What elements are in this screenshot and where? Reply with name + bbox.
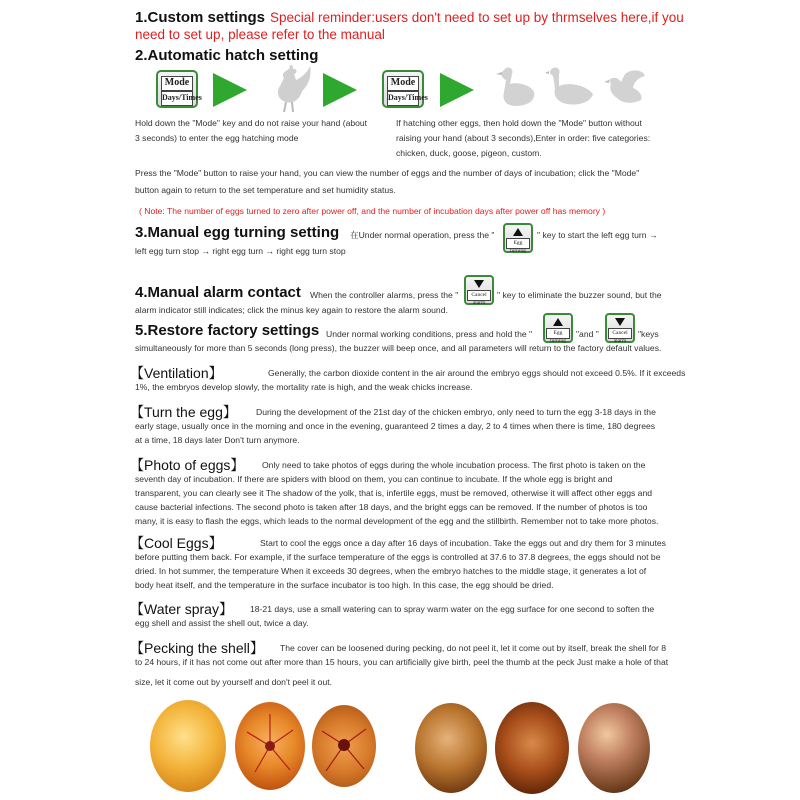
egg-photo-day-11 <box>415 703 487 793</box>
press-line-2: button again to return to the set temperature and set humidity status. <box>135 185 396 195</box>
mode-key-1 <box>156 70 202 108</box>
section4-text-b: " key to eliminate the buzzer sound, but the <box>497 290 662 300</box>
tip-water-line: 18-21 days, use a small watering can to spray warm water on the egg surface for one second to soften the <box>250 604 655 614</box>
triangle-down-icon <box>474 280 484 288</box>
tip-ventilation-title: 【Ventilation】 <box>130 365 223 381</box>
tip-pecking-line: The cover can be loosened during pecking, do not peel it, let it come out by itself, break the shell for 8 <box>280 643 666 653</box>
mode-key-bottom-label: Days/Times <box>161 91 193 106</box>
section5-text-c: simultaneously for more than 5 seconds (long press), the buzzer will beep once, and all parameters will return to the factory default values. <box>135 343 662 353</box>
tip-cool-line: before putting them back. For example, if the surface temperature of the eggs is controlled at 37.6 to 37.8 degrees, the eggs should not be <box>135 552 661 562</box>
tip-turn-title: 【Turn the egg】 <box>130 404 237 420</box>
tip-turn-line: During the development of the 21st day of the chicken embryo, only need to turn the egg 3-18 days in the <box>256 407 656 417</box>
section5-title: 5.Restore factory settings <box>135 322 320 339</box>
desc-right-2: raising your hand (about 3 seconds),Enter in order: five categories: <box>396 133 651 143</box>
rooster-icon <box>268 64 312 114</box>
desc-left-1: Hold down the "Mode" key and do not raise your hand (about <box>135 118 368 128</box>
cancel-alarm-key-label: Cancel alarm <box>608 328 632 339</box>
mode-key-top-label: Mode <box>387 76 419 91</box>
tip-photo-line: seventh day of incubation. If there are spiders with blood on them, you can continue to incubate. If the whole egg is bright and <box>135 474 613 484</box>
section3-text-c: left egg turn stop → right egg turn → right egg turn stop <box>135 246 346 256</box>
cancel-alarm-key-label: Cancel alarm <box>467 290 491 301</box>
egg-turning-key-label: Egg turning <box>546 328 570 339</box>
section3-text-b: " key to start the left egg turn → <box>537 230 658 240</box>
mode-key-2 <box>382 70 428 108</box>
arrow-right-icon <box>213 73 247 107</box>
tip-cool-title: 【Cool Eggs】 <box>130 535 223 551</box>
triangle-up-icon <box>553 318 563 326</box>
goose-icon <box>545 66 595 110</box>
reminder-line-2: need to set up, please refer to the manual <box>135 27 385 42</box>
tip-photo-title: 【Photo of eggs】 <box>130 457 245 473</box>
power-off-note: ( Note: The number of eggs turned to zero after power off, and the number of incubation days after power off has memory ) <box>139 206 606 216</box>
section5-text-a: Under normal working conditions, press and hold the " <box>326 329 533 339</box>
blood-vessels-icon <box>235 702 305 790</box>
egg-turning-key <box>503 223 533 253</box>
tip-cool-line: dried. In hot summer, the temperature When it exceeds 30 degrees, when the embryo hatches to the middle stage, it generates a lot of <box>135 566 647 576</box>
egg-turning-key <box>543 313 573 343</box>
section1-title: 1.Custom settings <box>135 9 266 26</box>
section4-text-a: When the controller alarms, press the " <box>310 290 459 300</box>
section4-title: 4.Manual alarm contact <box>135 284 301 301</box>
tip-turn-line: at a time, 18 days later Don't turn anymore. <box>135 435 300 445</box>
section3-text-a: 在Under normal operation, press the " <box>350 230 495 240</box>
egg-photo-day-1 <box>150 700 226 792</box>
arrow-right-icon <box>323 73 357 107</box>
desc-left-2: 3 seconds) to enter the egg hatching mode <box>135 133 299 143</box>
desc-right-3: chicken, duck, goose, pigeon, custom. <box>396 148 542 158</box>
egg-photo-day-18 <box>578 703 650 793</box>
tip-water-line: egg shell and assist the shell out, twice a day. <box>135 618 309 628</box>
mode-key-bottom-label: Days/Times <box>387 91 419 106</box>
pigeon-icon <box>603 66 647 110</box>
arrow-right-icon <box>440 73 474 107</box>
mode-key-top-label: Mode <box>161 76 193 91</box>
cancel-alarm-key <box>464 275 494 305</box>
section2-title: 2.Automatic hatch setting <box>135 47 319 64</box>
egg-photo-day-15 <box>495 702 569 794</box>
tip-ventilation-line: 1%, the embryos develop slowly, the mortality rate is high, and the weak chicks increase. <box>135 382 473 392</box>
embryo-vessels-icon <box>312 705 376 787</box>
tip-cool-line: body heat itself, and the temperature in the surface incubator is too high. In this case, the egg should be dried. <box>135 580 554 590</box>
tip-photo-line: Only need to take photos of eggs during the whole incubation process. The first photo is taken on the <box>262 460 646 470</box>
tip-pecking-line: size, let it come out by yourself and don't peel it out. <box>135 677 333 687</box>
section5-text-mid: "and " <box>576 329 599 339</box>
tip-cool-line: Start to cool the eggs once a day after 16 days of incubation. Take the eggs out and dry them for 3 minutes <box>260 538 666 548</box>
tip-water-title: 【Water spray】 <box>130 601 233 617</box>
desc-right-1: If hatching other eggs, then hold down the "Mode" button without <box>396 118 642 128</box>
tip-photo-line: cause bacterial infections. The second photo is taken after 18 days, and the bright eggs can be removed. If the number of photos is too <box>135 502 648 512</box>
section3-title: 3.Manual egg turning setting <box>135 224 340 241</box>
triangle-down-icon <box>615 318 625 326</box>
reminder-line-1: Special reminder:users don't need to set up by thrmselves here,if you <box>270 10 684 25</box>
triangle-up-icon <box>513 228 523 236</box>
tip-turn-line: early stage, usually once in the morning and once in the evening, guaranteed 2 times a day, 2 to 4 times when there is time, 180 degrees <box>135 421 656 431</box>
tip-photo-line: many, it is easy to flash the eggs, which leads to the normal development of the egg and the stillbirth. Remember not to take more photos. <box>135 516 659 526</box>
tip-pecking-title: 【Pecking the shell】 <box>130 640 264 656</box>
egg-turning-key-label: Egg turning <box>506 238 530 249</box>
duck-icon <box>496 66 536 112</box>
cancel-alarm-key <box>605 313 635 343</box>
tip-pecking-line: to 24 hours, if it has not come out after more than 15 hours, you can artificially give birth, peel the thumb at the peck Just make a hole of that <box>135 657 669 667</box>
section5-text-b: "keys <box>638 329 659 339</box>
tip-ventilation-line: Generally, the carbon dioxide content in the air around the embryo eggs should not exceed 0.5%. If it exceeds <box>268 368 686 378</box>
tip-photo-line: transparent, you can clearly see it The shadow of the yolk, that is, infertile eggs, must be removed, otherwise it will affect other eggs and <box>135 488 653 498</box>
section4-text-c: alarm indicator still indicates; click the minus key again to restore the alarm sound. <box>135 305 448 315</box>
press-line-1: Press the "Mode" button to raise your hand, you can view the number of eggs and the number of days of incubation; click the "Mode" <box>135 168 640 178</box>
